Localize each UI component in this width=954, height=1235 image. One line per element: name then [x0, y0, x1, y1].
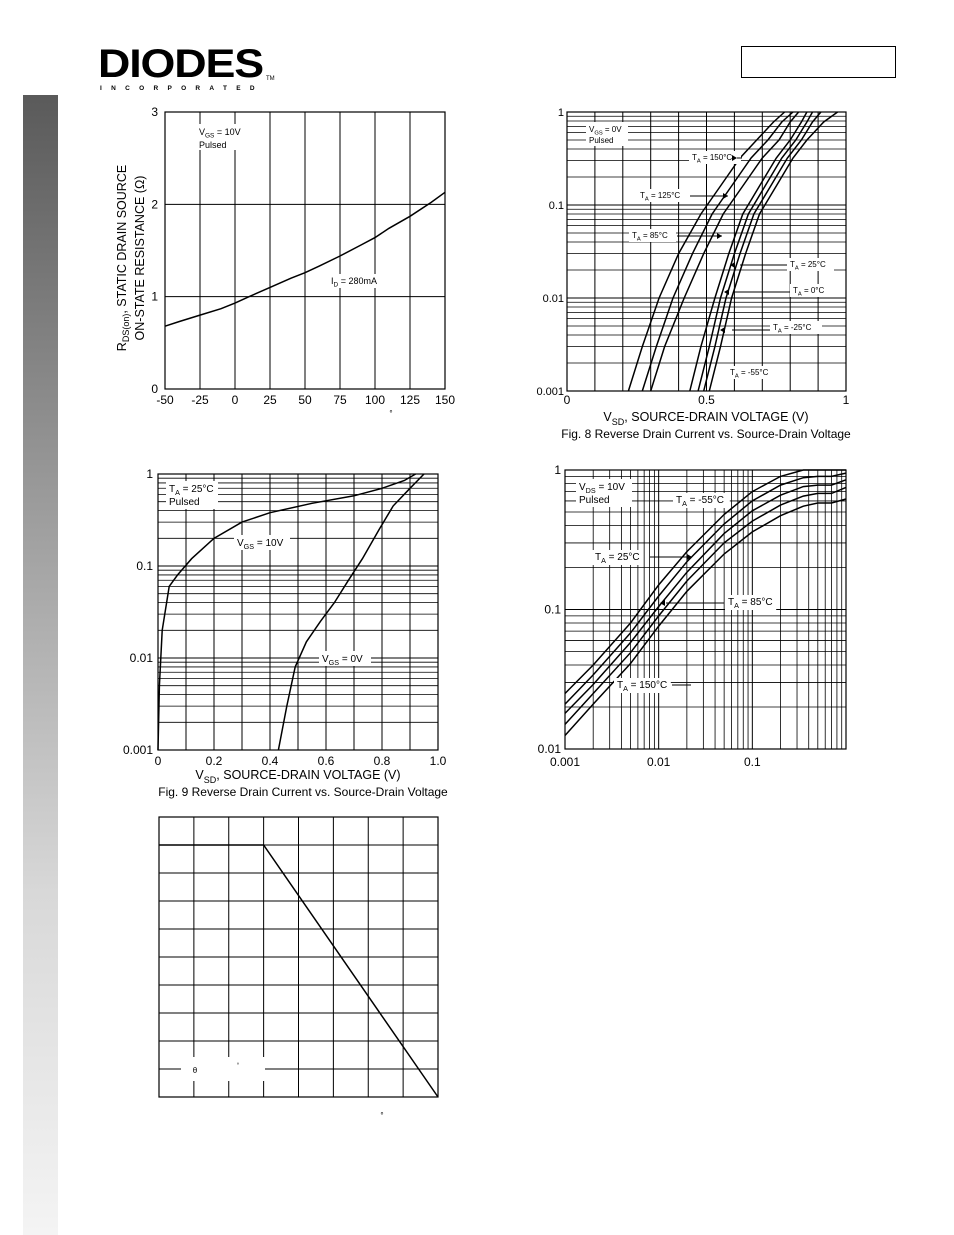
- c3-ta-label-sub: A: [175, 488, 180, 497]
- c4-series-label-rest: = 25°C: [605, 552, 640, 563]
- c4-series-label-sub: A: [601, 556, 606, 565]
- c1-x-tick-label: 150: [434, 393, 456, 407]
- c4-vds-label-sub: DS: [585, 486, 596, 495]
- logo-trademark: TM: [266, 76, 275, 82]
- c2-x-tick-label: 0.5: [698, 393, 715, 407]
- c2-series-label-main: T: [640, 191, 645, 200]
- c1-ylabel-rest: , STATIC DRAIN SOURCE: [115, 164, 129, 314]
- logo-wordmark: DIODES: [98, 42, 264, 86]
- c1-x-tick-label: 125: [399, 393, 421, 407]
- c3-series-label-main: V: [322, 654, 329, 665]
- c3-x-axis-label-rest: , SOURCE-DRAIN VOLTAGE (V): [216, 768, 401, 782]
- c1-x-tick-label: 100: [364, 393, 386, 407]
- c2-x-tick-label: 1: [842, 393, 850, 407]
- c4-series-label-rest: = 150°C: [627, 680, 668, 691]
- c2-vgs-label-rest: = 0V: [602, 125, 622, 134]
- c3-x-tick-label: 1.0: [429, 754, 447, 768]
- c3-x-tick-label: 0.2: [205, 754, 223, 768]
- c1-y-tick-label: 3: [151, 105, 158, 119]
- c1-ylabel-r: R: [115, 342, 129, 352]
- c4-series-label-sub: A: [682, 499, 687, 508]
- c2-series-label-rest: = 85°C: [640, 231, 668, 240]
- c4-series-label-sub: A: [623, 684, 628, 693]
- c1-y-tick-label: 0: [151, 382, 158, 396]
- c3-figure-caption: Fig. 9 Reverse Drain Current vs. Source-Drain Voltage: [158, 785, 448, 799]
- c2-vgs-label-main: V: [589, 125, 595, 134]
- c3-series-label-sub: GS: [328, 658, 340, 667]
- c4-y-tick-label: 0.1: [544, 602, 561, 617]
- c3-y-tick-label: 0.01: [129, 651, 153, 665]
- c5-inner-degree: °: [236, 1063, 240, 1069]
- c2-series-label-sub: A: [777, 328, 782, 335]
- c2-series-label-main: T: [730, 368, 735, 377]
- c1-vgs-label-main: V: [199, 127, 206, 137]
- c2-vgs-label-sub: GS: [594, 130, 603, 137]
- c1-id-label-rest: = 280mA: [338, 276, 377, 286]
- c3-y-tick-label: 0.001: [122, 743, 153, 757]
- c2-series-label-main: T: [632, 231, 637, 240]
- c2-y-tick-label: 1: [557, 107, 564, 119]
- c3-series-label-rest: = 0V: [339, 654, 363, 665]
- c2-x-axis-label-main: V: [603, 410, 612, 424]
- c4-pulsed-label: Pulsed: [579, 495, 610, 506]
- c1-id-label-sub: D: [333, 281, 339, 289]
- c2-x-axis-label-sub: SD: [611, 416, 625, 427]
- c4-series-label-sub: A: [734, 601, 739, 610]
- c5-degree-mark: °: [380, 1111, 384, 1120]
- c1-vgs-label-rest: = 10V: [214, 127, 241, 137]
- c3-series-label-sub: GS: [243, 542, 255, 551]
- c1-pulsed-label: Pulsed: [199, 140, 227, 150]
- c3-ta-label-rest: = 25°C: [179, 484, 214, 495]
- c4-x-tick-label: 0.001: [549, 755, 581, 769]
- c1-y-tick-label: 1: [151, 289, 158, 304]
- c2-series-label-main: T: [773, 323, 778, 332]
- c4-series-label-rest: = -55°C: [686, 495, 724, 506]
- c3-y-tick-label: 1: [146, 467, 153, 481]
- c4-series-label-rest: = 85°C: [738, 597, 773, 608]
- c1-x-tick-label: 0: [231, 393, 239, 407]
- c2-series-label-main: T: [790, 260, 795, 269]
- c2-series-label-main: T: [793, 286, 798, 295]
- c4-y-tick-label: 1: [554, 463, 561, 477]
- c2-series-label-rest: = -55°C: [738, 368, 769, 377]
- c4-series-label-main: T: [617, 680, 624, 691]
- c1-y-tick-label: 2: [151, 197, 158, 212]
- c2-figure-caption: Fig. 8 Reverse Drain Current vs. Source-Drain Voltage: [561, 427, 851, 441]
- c1-vgs-label-sub: GS: [205, 132, 215, 140]
- c2-series-label-sub: A: [734, 373, 739, 380]
- logo-subtext: INCORPORATED: [100, 85, 264, 92]
- c3-x-tick-label: 0: [154, 754, 162, 768]
- c2-series-label-sub: A: [696, 158, 701, 165]
- c1-degree-mark: °: [389, 409, 393, 418]
- c2-series-label-sub: A: [797, 291, 802, 298]
- c1-ylabel-sub: DS(on): [121, 313, 131, 343]
- c5-theta-label: θ: [192, 1066, 198, 1075]
- c2-series-label-sub: A: [794, 265, 799, 272]
- c1-id-label-main: I: [331, 276, 334, 286]
- c4-vds-label-rest: = 10V: [595, 482, 625, 493]
- c2-y-tick-label: 0.001: [536, 386, 564, 398]
- c1-x-tick-label: 50: [298, 393, 312, 407]
- c4-vds-label-main: V: [579, 482, 586, 493]
- c2-series-label-rest: = 150°C: [700, 153, 733, 162]
- c3-y-tick-label: 0.1: [136, 559, 153, 573]
- c2-y-tick-label: 0.1: [548, 200, 564, 212]
- c3-series-label-rest: = 10V: [254, 538, 284, 549]
- c1-x-tick-label: -25: [191, 393, 209, 407]
- c2-series-label-rest: = 25°C: [798, 260, 826, 269]
- c2-series-label-rest: = 125°C: [648, 191, 681, 200]
- c3-pulsed-label: Pulsed: [169, 497, 200, 508]
- c2-series-label-rest: = -25°C: [781, 323, 812, 332]
- c2-series-label-main: T: [692, 153, 697, 162]
- c2-series-label-rest: = 0°C: [801, 286, 825, 295]
- c1-ylabel-line2: ON-STATE RESISTANCE (Ω): [133, 175, 147, 341]
- c4-x-tick-label: 0.01: [646, 755, 671, 769]
- c4-series-label-main: T: [728, 597, 735, 608]
- c2-y-tick-label: 0.01: [542, 293, 564, 305]
- c3-x-axis-label-main: V: [195, 768, 204, 782]
- c2-x-tick-label: 0: [563, 393, 571, 407]
- c3-x-tick-label: 0.4: [261, 754, 279, 768]
- c4-y-tick-label: 0.01: [537, 742, 561, 756]
- c3-x-tick-label: 0.6: [317, 754, 335, 768]
- c1-x-tick-label: 25: [263, 393, 277, 407]
- c3-x-axis-label-sub: SD: [203, 774, 217, 785]
- c4-x-tick-label: 0.1: [743, 755, 761, 769]
- c2-series-label-sub: A: [644, 196, 649, 203]
- c2-x-axis-label-rest: , SOURCE-DRAIN VOLTAGE (V): [624, 410, 809, 424]
- c3-series-label-main: V: [237, 538, 244, 549]
- c2-series-label-sub: A: [636, 236, 641, 243]
- c4-series-label-main: T: [595, 552, 602, 563]
- c3-ta-label-main: T: [169, 484, 176, 495]
- c1-x-tick-label: 75: [333, 393, 347, 407]
- c3-x-tick-label: 0.8: [373, 754, 391, 768]
- c2-pulsed-label: Pulsed: [589, 136, 614, 145]
- c4-series-label-main: T: [676, 495, 683, 506]
- c1-x-tick-label: -50: [156, 393, 174, 407]
